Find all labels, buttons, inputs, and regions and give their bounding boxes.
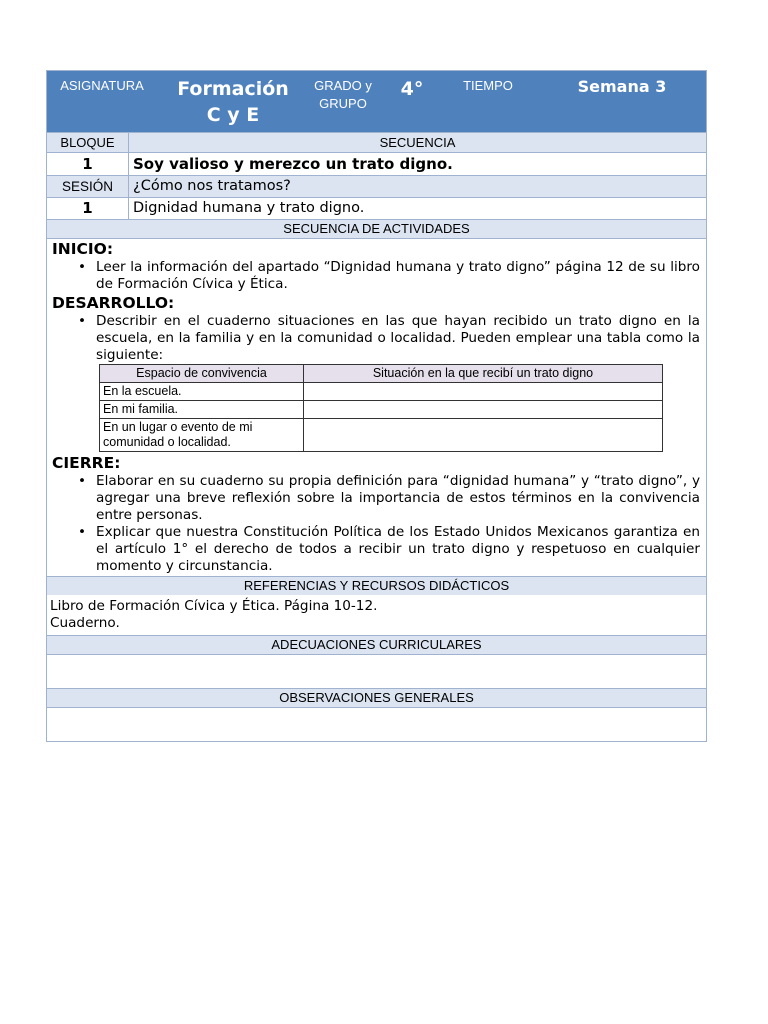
inicio-title: INICIO:	[52, 240, 114, 258]
sesion-question: ¿Cómo nos tratamos?	[133, 178, 291, 194]
tiempo-value: Semana 3	[577, 77, 667, 96]
table-header-situacion: Situación en la que recibí un trato digno	[304, 365, 663, 383]
table-cell-situacion	[304, 419, 663, 452]
asignatura-label: ASIGNATURA	[60, 78, 144, 93]
inicio-item: • Leer la información del apartado “Dignidad humana y trato digno” página 12 de su libro de Formación Cívica y Ética.	[96, 259, 706, 293]
observaciones-content	[47, 707, 706, 741]
subject-line-1: Formación	[177, 78, 289, 100]
observaciones-header: OBSERVACIONES GENERALES	[47, 688, 706, 707]
grado-value: 4°	[400, 78, 424, 100]
referencia-line: Cuaderno.	[50, 615, 120, 631]
bloque-row	[47, 152, 706, 175]
grado-label: GRADO y GRUPO	[314, 78, 372, 111]
bloque-header-row	[47, 132, 706, 152]
table-row	[100, 419, 663, 452]
table-row	[100, 401, 663, 419]
subject-line-2: C y E	[206, 104, 260, 126]
bloque-title: Soy valioso y merezco un trato digno.	[133, 155, 453, 173]
table-row	[100, 383, 663, 401]
inicio-list	[52, 259, 706, 293]
table-cell-situacion	[304, 383, 663, 401]
desarrollo-item: • Describir en el cuaderno situaciones en las que hayan recibido un trato digno en la escuela, en la familia y en la comunidad o localidad. Pueden emplear una tabla como la siguiente:	[96, 313, 706, 364]
table-header-espacio: Espacio de convivencia	[100, 365, 304, 383]
adecuaciones-header: ADECUACIONES CURRICULARES	[47, 635, 706, 654]
table-cell-espacio: En la escuela.	[100, 383, 304, 401]
lesson-plan-document	[46, 70, 707, 742]
header-bar	[47, 71, 706, 132]
table-cell-espacio: En mi familia.	[100, 401, 304, 419]
adecuaciones-content	[47, 654, 706, 688]
table-cell-espacio: En un lugar o evento de mi comunidad o localidad.	[100, 419, 304, 452]
table-cell-situacion	[304, 401, 663, 419]
cierre-item: • Elaborar en su cuaderno su propia definición para “dignidad humana” y “trato digno”, y agregar una breve reflexión sobre la importancia de estos términos en la convivencia entre personas.	[96, 473, 706, 524]
referencia-line: Libro de Formación Cívica y Ética. Página 10-12.	[50, 598, 378, 614]
cierre-list	[52, 473, 706, 575]
table-header-row	[100, 365, 663, 383]
cierre-item: • Explicar que nuestra Constitución Política de los Estado Unidos Mexicanos garantiza en el artículo 1° el derecho de todos a recibir un trato digno y respetuoso en cualquier momento y circunstancia.	[96, 524, 706, 575]
referencias-content	[47, 595, 706, 635]
bloque-number: 1	[47, 153, 129, 175]
sesion-label: SESIÓN	[47, 176, 129, 197]
sesion-row	[47, 197, 706, 219]
sesion-number: 1	[47, 198, 129, 219]
sesion-header-row	[47, 175, 706, 197]
bloque-label: BLOQUE	[47, 133, 129, 152]
secuencia-label: SECUENCIA	[379, 135, 456, 150]
referencias-header: REFERENCIAS Y RECURSOS DIDÁCTICOS	[47, 576, 706, 595]
activities-content	[47, 238, 706, 576]
tiempo-label: TIEMPO	[463, 78, 513, 93]
convivencia-table	[99, 364, 663, 452]
secuencia-actividades-header: SECUENCIA DE ACTIVIDADES	[47, 219, 706, 238]
desarrollo-title: DESARROLLO:	[52, 294, 175, 312]
sesion-topic: Dignidad humana y trato digno.	[133, 200, 365, 216]
desarrollo-list	[52, 313, 706, 364]
cierre-title: CIERRE:	[52, 454, 121, 472]
